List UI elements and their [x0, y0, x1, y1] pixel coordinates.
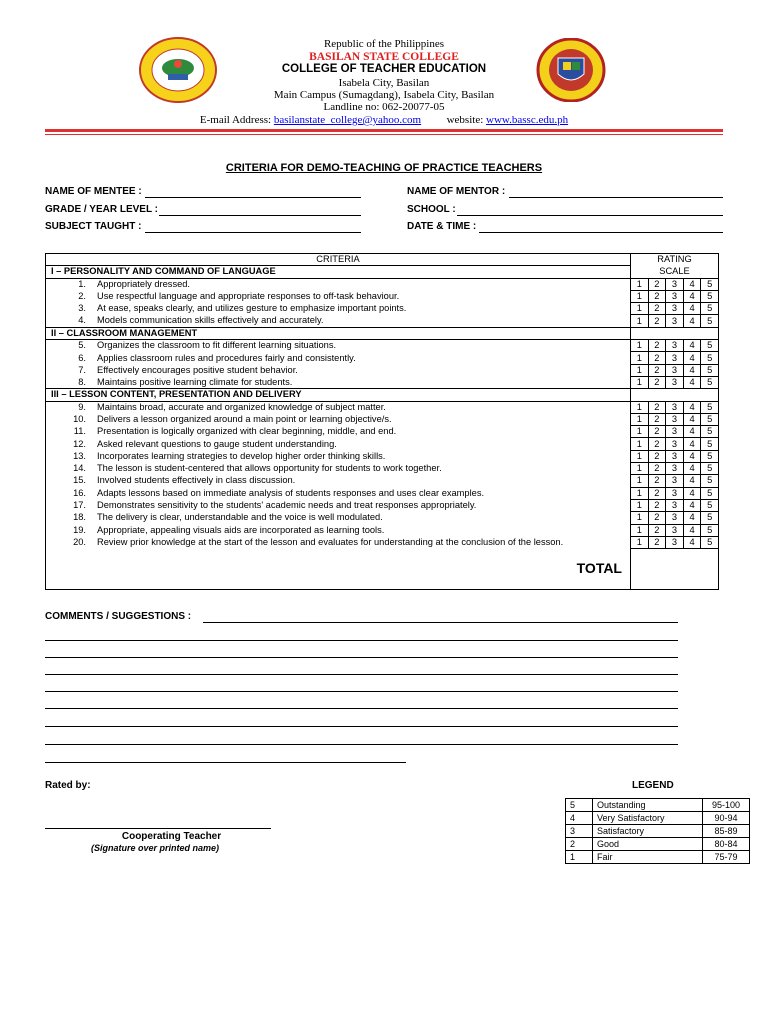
- section-row: [46, 327, 719, 339]
- rating-cell-3[interactable]: 3: [666, 340, 684, 352]
- rating-cell-1[interactable]: 1: [631, 499, 649, 511]
- legend-label: Very Satisfactory: [593, 812, 703, 825]
- criteria-row: [46, 364, 719, 376]
- legend-label: Outstanding: [593, 799, 703, 812]
- rating-cell-5[interactable]: 5: [701, 524, 719, 536]
- criteria-header: CRITERIA: [46, 254, 631, 266]
- rating-cell-1[interactable]: 1: [631, 463, 649, 475]
- rating-cell-3[interactable]: 3: [666, 364, 684, 376]
- criteria-number: 8.: [78, 376, 86, 387]
- school-field[interactable]: [457, 215, 723, 216]
- rating-cell-1[interactable]: 1: [631, 352, 649, 364]
- header-divider-bottom: [45, 134, 723, 135]
- legend-row: [566, 825, 750, 838]
- legend-range: 80-84: [703, 838, 750, 851]
- rating-cell-1[interactable]: 1: [631, 303, 649, 315]
- rating-cell-1[interactable]: 1: [631, 278, 649, 290]
- rating-cell-3[interactable]: 3: [666, 438, 684, 450]
- rating-cell-1[interactable]: 1: [631, 413, 649, 425]
- criteria-number: 12.: [73, 438, 86, 449]
- criteria-row: [46, 463, 719, 475]
- criteria-text: Demonstrates sensitivity to the students' academic needs and treat responses appropriately.: [97, 500, 477, 511]
- criteria-text: Appropriate, appealing visuals aids are incorporated as learning tools.: [97, 524, 385, 535]
- rating-cell-5[interactable]: 5: [701, 315, 719, 327]
- table-header-row: [46, 254, 719, 266]
- legend-score: 5: [566, 799, 593, 812]
- legend-row: [566, 799, 750, 812]
- rating-cell-4[interactable]: 4: [683, 524, 701, 536]
- legend-row: [566, 838, 750, 851]
- mentor-field[interactable]: [509, 197, 723, 198]
- section-row: [46, 389, 719, 401]
- rating-cell-3[interactable]: 3: [666, 475, 684, 487]
- landline-line: Landline no: 062-20077-05: [323, 101, 445, 113]
- rating-header-1: RATING: [631, 254, 719, 266]
- comment-line-1[interactable]: [203, 622, 678, 623]
- criteria-number: 6.: [78, 352, 86, 363]
- rating-cell-1[interactable]: 1: [631, 364, 649, 376]
- criteria-text: Presentation is logically organized with clear beginning, middle, and end.: [97, 426, 397, 437]
- rating-cell-5[interactable]: 5: [701, 463, 719, 475]
- rating-cell-2[interactable]: 2: [648, 438, 666, 450]
- rating-cell-1[interactable]: 1: [631, 376, 649, 388]
- comments-label: COMMENTS / SUGGESTIONS :: [45, 611, 192, 622]
- rating-cell-3[interactable]: 3: [666, 512, 684, 524]
- criteria-number: 3.: [78, 303, 86, 314]
- criteria-number: 14.: [73, 463, 86, 474]
- rating-cell-3[interactable]: 3: [666, 376, 684, 388]
- criteria-row: [46, 340, 719, 352]
- rating-cell-5[interactable]: 5: [701, 376, 719, 388]
- comment-line-9[interactable]: [45, 762, 406, 763]
- section-rating-blank: [631, 327, 719, 339]
- rating-cell-2[interactable]: 2: [648, 450, 666, 462]
- rating-cell-5[interactable]: 5: [701, 413, 719, 425]
- rating-cell-3[interactable]: 3: [666, 450, 684, 462]
- rating-cell-3[interactable]: 3: [666, 487, 684, 499]
- rating-cell-4[interactable]: 4: [683, 364, 701, 376]
- rating-cell-2[interactable]: 2: [648, 524, 666, 536]
- rating-cell-5[interactable]: 5: [701, 438, 719, 450]
- criteria-item: [46, 303, 631, 315]
- criteria-row: [46, 499, 719, 511]
- total-label: TOTAL: [46, 549, 631, 590]
- criteria-row: [46, 290, 719, 302]
- rating-cell-4[interactable]: 4: [683, 401, 701, 413]
- criteria-number: 20.: [73, 536, 86, 547]
- rating-cell-5[interactable]: 5: [701, 512, 719, 524]
- rating-cell-2[interactable]: 2: [648, 426, 666, 438]
- rating-cell-2[interactable]: 2: [648, 278, 666, 290]
- criteria-row: [46, 450, 719, 462]
- legend-label: Fair: [593, 851, 703, 864]
- criteria-item: [46, 487, 631, 499]
- rating-cell-1[interactable]: 1: [631, 524, 649, 536]
- criteria-row: [46, 524, 719, 536]
- date-field[interactable]: [479, 232, 723, 233]
- rating-cell-3[interactable]: 3: [666, 303, 684, 315]
- legend-range: 75-79: [703, 851, 750, 864]
- legend-label: Good: [593, 838, 703, 851]
- rating-cell-5[interactable]: 5: [701, 426, 719, 438]
- criteria-number: 4.: [78, 315, 86, 326]
- criteria-text: Delivers a lesson organized around a main point or learning objective/s.: [97, 414, 392, 424]
- school-name: BASILAN STATE COLLEGE: [309, 51, 459, 63]
- criteria-number: 17.: [73, 500, 86, 511]
- criteria-text: Review prior knowledge at the start of the lesson and evaluates for understanding at the conclusion of the lesson.: [97, 536, 564, 547]
- rating-header-2: SCALE: [631, 266, 719, 278]
- rating-cell-5[interactable]: 5: [701, 364, 719, 376]
- rating-cell-2[interactable]: 2: [648, 475, 666, 487]
- criteria-row: [46, 426, 719, 438]
- rating-cell-1[interactable]: 1: [631, 315, 649, 327]
- criteria-item: [46, 340, 631, 352]
- legend-table: [565, 798, 750, 864]
- criteria-item: [46, 536, 631, 548]
- rating-cell-3[interactable]: 3: [666, 524, 684, 536]
- rating-cell-3[interactable]: 3: [666, 315, 684, 327]
- criteria-text: Incorporates learning strategies to develop higher order thinking skills.: [97, 450, 386, 461]
- criteria-text: The lesson is student-centered that allows opportunity for students to work together.: [97, 463, 442, 474]
- criteria-item: [46, 290, 631, 302]
- rating-cell-4[interactable]: 4: [683, 450, 701, 462]
- criteria-item: [46, 315, 631, 327]
- signer-subtitle: (Signature over printed name): [90, 843, 220, 853]
- section-title: I – PERSONALITY AND COMMAND OF LANGUAGE: [46, 266, 631, 278]
- criteria-item: [46, 278, 631, 290]
- comment-line-2[interactable]: [45, 640, 678, 641]
- grade-field[interactable]: [159, 215, 361, 216]
- rating-cell-2[interactable]: 2: [648, 413, 666, 425]
- email-label: E-mail Address:: [199, 114, 272, 126]
- rating-cell-1[interactable]: 1: [631, 438, 649, 450]
- rating-cell-5[interactable]: 5: [701, 278, 719, 290]
- city-line: Isabela City, Basilan: [338, 77, 430, 89]
- criteria-row: [46, 438, 719, 450]
- section-title: II – CLASSROOM MANAGEMENT: [46, 327, 631, 339]
- rating-cell-2[interactable]: 2: [648, 536, 666, 548]
- criteria-text: Use respectful language and appropriate responses to off-task behaviour.: [97, 291, 400, 302]
- criteria-item: [46, 401, 631, 413]
- criteria-number: 5.: [78, 340, 86, 351]
- rating-cell-5[interactable]: 5: [701, 487, 719, 499]
- rating-cell-4[interactable]: 4: [683, 487, 701, 499]
- rating-cell-1[interactable]: 1: [631, 536, 649, 548]
- rating-cell-2[interactable]: 2: [648, 303, 666, 315]
- criteria-number: 19.: [73, 524, 86, 535]
- comment-line-8[interactable]: [45, 744, 678, 745]
- comment-line-4[interactable]: [45, 674, 678, 675]
- rating-cell-5[interactable]: 5: [701, 536, 719, 548]
- criteria-number: 2.: [78, 291, 86, 302]
- rating-cell-4[interactable]: 4: [683, 315, 701, 327]
- legend-score: 4: [566, 812, 593, 825]
- republic-line: Republic of the Philippines: [323, 38, 445, 50]
- rating-cell-4[interactable]: 4: [683, 413, 701, 425]
- criteria-row: [46, 376, 719, 388]
- rating-cell-3[interactable]: 3: [666, 426, 684, 438]
- rating-cell-2[interactable]: 2: [648, 376, 666, 388]
- rating-cell-1[interactable]: 1: [631, 487, 649, 499]
- signer-title: Cooperating Teacher: [121, 831, 222, 842]
- criteria-text: Effectively encourages positive student behavior.: [97, 364, 298, 375]
- header-divider-top: [45, 129, 723, 132]
- grade-label: GRADE / YEAR LEVEL :: [45, 204, 158, 215]
- rating-cell-4[interactable]: 4: [683, 536, 701, 548]
- rating-cell-5[interactable]: 5: [701, 340, 719, 352]
- criteria-number: 7.: [78, 364, 86, 375]
- college-name: COLLEGE OF TEACHER EDUCATION: [281, 63, 487, 75]
- criteria-item: [46, 512, 631, 524]
- rating-cell-3[interactable]: 3: [666, 352, 684, 364]
- signature-line[interactable]: [45, 828, 271, 829]
- rating-cell-5[interactable]: 5: [701, 303, 719, 315]
- criteria-item: [46, 426, 631, 438]
- rating-cell-4[interactable]: 4: [683, 475, 701, 487]
- rating-cell-3[interactable]: 3: [666, 290, 684, 302]
- legend-row: [566, 812, 750, 825]
- rating-cell-3[interactable]: 3: [666, 463, 684, 475]
- criteria-item: [46, 450, 631, 462]
- rating-cell-5[interactable]: 5: [701, 401, 719, 413]
- mentee-label: NAME OF MENTEE :: [45, 186, 142, 197]
- criteria-text: Models communication skills effectively and accurately.: [97, 315, 324, 326]
- legend-range: 95-100: [703, 799, 750, 812]
- comment-line-6[interactable]: [45, 708, 678, 709]
- total-value-cell[interactable]: [631, 549, 719, 590]
- rating-cell-2[interactable]: 2: [648, 315, 666, 327]
- rating-cell-2[interactable]: 2: [648, 499, 666, 511]
- rating-cell-3[interactable]: 3: [666, 278, 684, 290]
- comment-line-3[interactable]: [45, 657, 678, 658]
- rating-cell-5[interactable]: 5: [701, 352, 719, 364]
- rating-cell-5[interactable]: 5: [701, 290, 719, 302]
- criteria-text: The delivery is clear, understandable and the voice is well modulated.: [97, 512, 383, 523]
- rating-cell-1[interactable]: 1: [631, 401, 649, 413]
- rated-by-label: Rated by:: [45, 780, 91, 791]
- criteria-item: [46, 352, 631, 364]
- criteria-number: 1.: [78, 278, 86, 289]
- school-label: SCHOOL :: [407, 204, 456, 215]
- criteria-row: [46, 536, 719, 548]
- subject-label: SUBJECT TAUGHT :: [45, 221, 142, 232]
- criteria-number: 15.: [73, 475, 86, 486]
- rating-cell-4[interactable]: 4: [683, 376, 701, 388]
- rating-cell-2[interactable]: 2: [648, 512, 666, 524]
- email-link[interactable]: basilanstate_college@yahoo.com: [273, 114, 422, 126]
- rating-cell-2[interactable]: 2: [648, 364, 666, 376]
- criteria-item: [46, 364, 631, 376]
- rating-cell-1[interactable]: 1: [631, 512, 649, 524]
- criteria-text: Applies classroom rules and procedures fairly and consistently.: [97, 352, 356, 363]
- rating-cell-4[interactable]: 4: [683, 438, 701, 450]
- criteria-number: 13.: [73, 450, 86, 461]
- criteria-item: [46, 376, 631, 388]
- legend-score: 3: [566, 825, 593, 838]
- criteria-number: 18.: [73, 512, 86, 523]
- legend-range: 85-89: [703, 825, 750, 838]
- rating-cell-4[interactable]: 4: [683, 352, 701, 364]
- criteria-text: Adapts lessons based on immediate analysis of students responses and uses clear examples.: [97, 487, 485, 498]
- legend-score: 1: [566, 851, 593, 864]
- rating-cell-1[interactable]: 1: [631, 290, 649, 302]
- rating-cell-2[interactable]: 2: [648, 340, 666, 352]
- criteria-item: [46, 499, 631, 511]
- date-label: DATE & TIME :: [407, 221, 477, 232]
- criteria-row: [46, 278, 719, 290]
- rating-cell-2[interactable]: 2: [648, 401, 666, 413]
- criteria-row: [46, 401, 719, 413]
- criteria-row: [46, 303, 719, 315]
- rating-cell-4[interactable]: 4: [683, 426, 701, 438]
- rating-cell-1[interactable]: 1: [631, 426, 649, 438]
- rating-cell-2[interactable]: 2: [648, 352, 666, 364]
- rating-cell-3[interactable]: 3: [666, 401, 684, 413]
- rating-cell-1[interactable]: 1: [631, 475, 649, 487]
- criteria-item: [46, 413, 631, 425]
- rating-cell-4[interactable]: 4: [683, 463, 701, 475]
- section-title: III – LESSON CONTENT, PRESENTATION AND DELIVERY: [46, 389, 631, 401]
- rating-cell-4[interactable]: 4: [683, 303, 701, 315]
- criteria-text: Asked relevant questions to gauge student understanding.: [97, 438, 337, 449]
- criteria-number: 10.: [73, 414, 86, 424]
- form-title: CRITERIA FOR DEMO-TEACHING OF PRACTICE TEACHERS: [225, 162, 543, 174]
- legend-label: Satisfactory: [593, 825, 703, 838]
- criteria-text: Maintains broad, accurate and organized knowledge of subject matter.: [97, 401, 386, 412]
- criteria-number: 11.: [73, 426, 86, 437]
- criteria-item: [46, 475, 631, 487]
- rating-cell-2[interactable]: 2: [648, 487, 666, 499]
- criteria-item: [46, 463, 631, 475]
- comment-line-5[interactable]: [45, 691, 678, 692]
- rating-cell-4[interactable]: 4: [683, 340, 701, 352]
- comment-line-7[interactable]: [45, 726, 678, 727]
- section-rating-blank: [631, 389, 719, 401]
- criteria-text: Maintains positive learning climate for students.: [97, 376, 293, 387]
- section-row: [46, 266, 719, 278]
- rating-cell-3[interactable]: 3: [666, 413, 684, 425]
- criteria-row: [46, 512, 719, 524]
- rating-cell-4[interactable]: 4: [683, 499, 701, 511]
- mentor-label: NAME OF MENTOR :: [407, 186, 506, 197]
- criteria-number: 16.: [73, 487, 86, 498]
- rating-cell-5[interactable]: 5: [701, 450, 719, 462]
- criteria-row: [46, 413, 719, 425]
- criteria-item: [46, 438, 631, 450]
- legend-title: LEGEND: [632, 780, 674, 791]
- criteria-text: Appropriately dressed.: [97, 278, 191, 289]
- rating-cell-5[interactable]: 5: [701, 499, 719, 511]
- criteria-row: [46, 352, 719, 364]
- criteria-text: Involved students effectively in class discussion.: [97, 475, 296, 486]
- rating-cell-2[interactable]: 2: [648, 463, 666, 475]
- legend-row: [566, 851, 750, 864]
- campus-line: Main Campus (Sumagdang), Isabela City, Basilan: [273, 89, 495, 101]
- contact-line: [10, 114, 758, 126]
- criteria-text: Organizes the classroom to fit different learning situations.: [97, 340, 337, 351]
- legend-score: 2: [566, 838, 593, 851]
- rating-cell-3[interactable]: 3: [666, 499, 684, 511]
- legend-range: 90-94: [703, 812, 750, 825]
- mentee-field[interactable]: [145, 197, 361, 198]
- criteria-row: [46, 475, 719, 487]
- rating-cell-4[interactable]: 4: [683, 512, 701, 524]
- total-row: [46, 549, 719, 590]
- criteria-number: 9.: [78, 401, 86, 412]
- website-link[interactable]: www.bassc.edu.ph: [486, 114, 569, 126]
- website-label: website:: [446, 114, 484, 126]
- criteria-text: At ease, speaks clearly, and utilizes gesture to emphasize important points.: [97, 303, 407, 314]
- criteria-row: [46, 315, 719, 327]
- rating-cell-3[interactable]: 3: [666, 536, 684, 548]
- rating-cell-1[interactable]: 1: [631, 450, 649, 462]
- rating-cell-1[interactable]: 1: [631, 340, 649, 352]
- rating-cell-4[interactable]: 4: [683, 290, 701, 302]
- subject-field[interactable]: [145, 232, 361, 233]
- criteria-row: [46, 487, 719, 499]
- criteria-item: [46, 524, 631, 536]
- rating-cell-5[interactable]: 5: [701, 475, 719, 487]
- criteria-table: [45, 253, 719, 590]
- rating-cell-4[interactable]: 4: [683, 278, 701, 290]
- rating-cell-2[interactable]: 2: [648, 290, 666, 302]
